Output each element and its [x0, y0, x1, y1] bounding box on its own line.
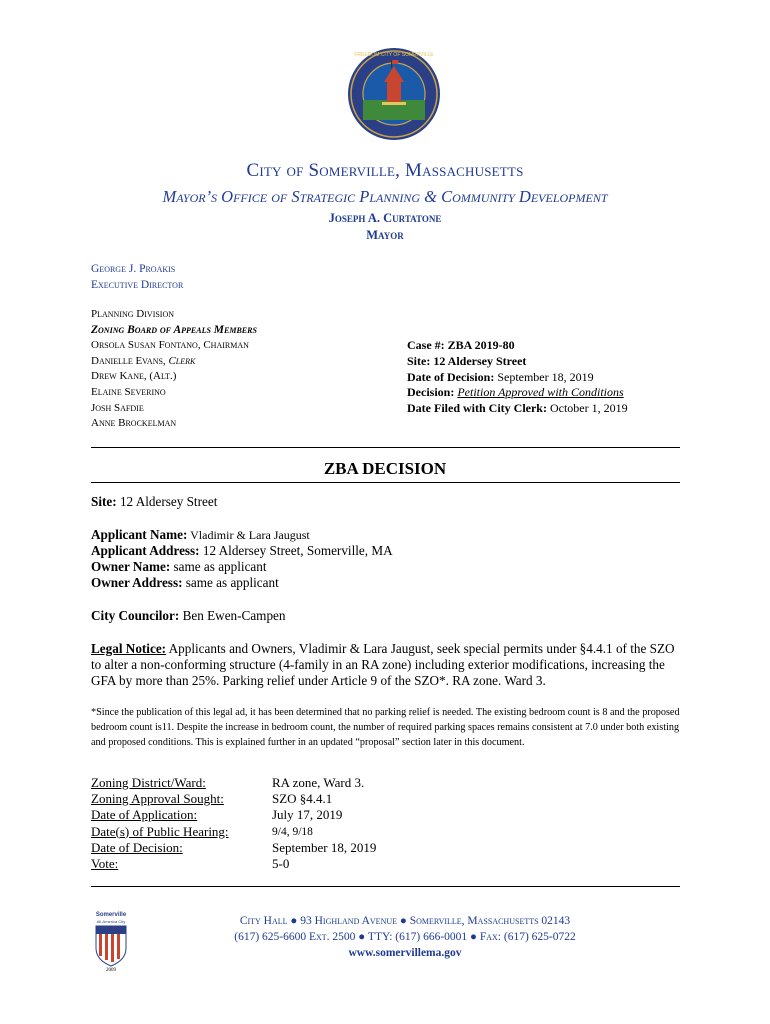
footer-address: City Hall ● 93 Highland Avenue ● Somerville, Massachusetts 02143	[239, 915, 571, 927]
parking-note: *Since the publication of this legal ad, it has been determined that no parking relief is needed. The existing bedroom count is 8 and the proposed bedroom count is11. Despite the increase in bedroom count, the number of required parking spaces remains consistent at 7.0 under both existing and proposed conditions. This is explained further in an updated “proposal” section later in this document.	[91, 707, 680, 748]
zoning-value: RA zone, Ward 3.	[272, 775, 365, 790]
city-seal	[346, 46, 442, 142]
board-member-name: Elaine Severino	[91, 385, 166, 398]
applicant-block	[91, 527, 681, 591]
members-container	[91, 338, 257, 432]
logo-top-text: Somerville	[95, 912, 127, 918]
zoning-details	[91, 775, 376, 872]
zoning-label: Date(s) of Public Hearing:	[91, 823, 229, 839]
logo-mid-text: All-America City	[96, 919, 126, 924]
zoning-label: Vote:	[91, 855, 119, 871]
zoning-row	[91, 840, 376, 856]
zoning-value: 5-0	[272, 855, 290, 871]
board-member-name: Drew Kane, (Alt.)	[91, 370, 177, 383]
board-member-role: Clerk	[168, 354, 196, 367]
site-label: Site:	[91, 494, 117, 509]
board-members-list	[91, 307, 257, 432]
zoning-label: Date of Application:	[91, 807, 198, 823]
zoning-row	[91, 807, 376, 823]
board-member-name: Josh Safdie	[91, 401, 144, 414]
board-member	[91, 354, 257, 370]
board-member-role: Chairman	[203, 339, 249, 352]
seal-text: FREEDOM CITY OF SOMERVILLE	[354, 52, 434, 58]
zoning-label: Date of Decision:	[91, 839, 183, 855]
board-heading: Zoning Board of Appeals Members	[91, 323, 257, 336]
city-councilor	[91, 608, 681, 624]
logo-year: 2009	[106, 968, 116, 972]
board-member	[91, 369, 257, 385]
site-line	[91, 494, 681, 510]
footer-phone: (617) 625-6600 Ext. 2500 ● TTY: (617) 666-0001 ● Fax: (617) 625-0722	[234, 931, 576, 943]
city-title: City of Somerville, Massachusetts	[246, 160, 524, 181]
owner-address-label: Owner Address:	[91, 575, 183, 590]
executive-director-title: Executive Director	[91, 279, 184, 291]
legal-notice-text: Applicants and Owners, Vladimir & Lara Jaugust, seek special permits under §4.4.1 of the SZO to alter a non-conforming structure (4-family in an RA zone) including exterior modifications, increasing the GFA by more than 25%. Parking relief under Article 9 of the SZO*. RA zone. Ward 3.	[91, 641, 675, 688]
rule-under-title	[91, 482, 680, 483]
zoning-value: September 18, 2019	[272, 839, 377, 855]
footer-website[interactable]: www.somervillema.gov	[348, 947, 462, 959]
case-info	[407, 338, 628, 417]
zoning-label: Zoning District/Ward:	[91, 775, 206, 790]
applicant-name-value: Vladimir & Lara Jaugust	[187, 528, 310, 542]
board-member	[91, 385, 257, 401]
owner-address-value: same as applicant	[182, 575, 279, 590]
board-member	[91, 401, 257, 417]
board-member	[91, 338, 257, 354]
decision-value: Petition Approved with Conditions	[457, 385, 624, 400]
case-site: Site: 12 Aldersey Street	[407, 353, 527, 368]
site-value: 12 Aldersey Street	[116, 494, 218, 509]
zoning-row	[91, 824, 376, 840]
rule-top	[91, 447, 680, 448]
applicant-address-label: Applicant Address:	[91, 543, 200, 558]
decision-label: Decision:	[407, 385, 455, 400]
mayor-name: Joseph A. Curtatone	[328, 211, 442, 225]
applicant-address-value: 12 Aldersey Street, Somerville, MA	[199, 543, 393, 558]
planning-division: Planning Division	[91, 308, 175, 320]
board-member-name: Orsola Susan Fontano,	[91, 339, 204, 352]
all-america-city-logo	[91, 910, 131, 972]
executive-director-name: George J. Proakis	[91, 263, 176, 275]
zoning-value: SZO §4.4.1	[272, 791, 333, 807]
zba-decision-title: ZBA DECISION	[323, 459, 447, 478]
legal-notice-label: Legal Notice:	[91, 641, 167, 656]
board-member-name: Anne Brockelman	[91, 417, 177, 430]
zoning-row	[91, 856, 376, 872]
date-filed-value: October 1, 2019	[546, 401, 628, 416]
zoning-value: 9/4, 9/18	[272, 825, 313, 838]
date-of-decision-label: Date of Decision:	[407, 369, 495, 384]
rule-bottom	[91, 886, 680, 887]
board-member-name: Danielle Evans,	[91, 354, 169, 367]
zoning-row	[91, 791, 376, 807]
councilor-label: City Councilor:	[91, 608, 180, 623]
owner-name-value: same as applicant	[170, 559, 267, 574]
legal-notice	[91, 641, 681, 689]
case-number: Case #: ZBA 2019-80	[407, 338, 515, 352]
office-subtitle: Mayor’s Office of Strategic Planning & Community Development	[162, 187, 608, 206]
zoning-row	[91, 775, 376, 791]
date-of-decision-value: September 18, 2019	[494, 369, 594, 384]
board-member	[91, 416, 257, 432]
applicant-name-label: Applicant Name:	[91, 527, 188, 542]
zoning-value: July 17, 2019	[272, 807, 343, 823]
owner-name-label: Owner Name:	[91, 559, 171, 574]
councilor-value: Ben Ewen-Campen	[179, 608, 286, 623]
mayor-title: Mayor	[366, 228, 404, 242]
date-filed-label: Date Filed with City Clerk:	[407, 401, 547, 416]
zoning-label: Zoning Approval Sought:	[91, 791, 224, 807]
